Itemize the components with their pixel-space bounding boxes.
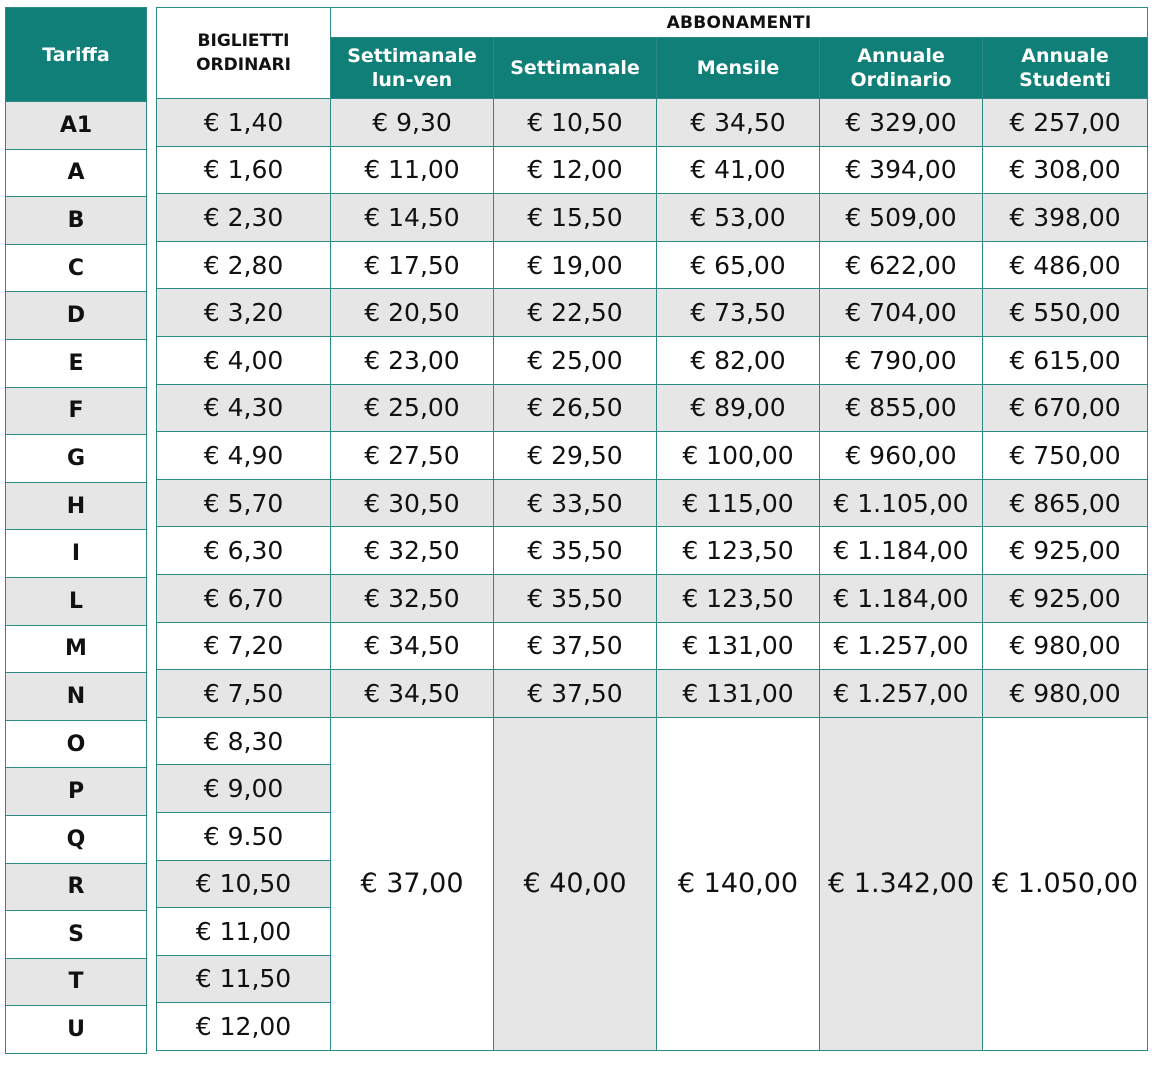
abbonamento-cell: € 53,00 [657,194,820,242]
abbonamento-merged-cell: € 1.050,00 [983,717,1148,1050]
abbonamento-cell: € 1.184,00 [820,527,983,575]
biglietto-ordinario-cell: € 4,90 [157,432,331,480]
biglietto-ordinario-cell: € 9,00 [157,765,331,813]
biglietto-ordinario-cell: € 1,60 [157,146,331,194]
abbonamento-header-0 [331,38,494,99]
tariff-code: C [6,244,147,292]
abbonamento-cell: € 15,50 [494,194,657,242]
abbonamento-header-line2: Studenti [1019,69,1111,91]
abbonamento-cell: € 25,00 [494,336,657,384]
abbonamento-cell: € 980,00 [983,670,1148,718]
table-row [157,479,1148,527]
table-row [157,289,1148,337]
tariff-row [6,435,147,483]
abbonamento-cell: € 27,50 [331,432,494,480]
tariff-header-row [6,8,147,102]
abbonamento-cell: € 980,00 [983,622,1148,670]
tariff-code: P [6,768,147,816]
abbonamento-header-line1: Settimanale [510,57,640,79]
tariff-row [6,292,147,340]
tariff-row [6,244,147,292]
tariff-code: A [6,149,147,197]
abbonamento-cell: € 82,00 [657,336,820,384]
tariff-code: D [6,292,147,340]
biglietto-ordinario-cell: € 6,70 [157,574,331,622]
tariff-code: O [6,720,147,768]
tariff-row [6,339,147,387]
abbonamento-cell: € 308,00 [983,146,1148,194]
abbonamento-cell: € 29,50 [494,432,657,480]
tariff-row [6,720,147,768]
table-row [157,384,1148,432]
abbonamento-cell: € 35,50 [494,574,657,622]
abbonamento-cell: € 73,50 [657,289,820,337]
biglietti-ordinari-header [157,8,331,99]
abbonamento-cell: € 10,50 [494,99,657,147]
table-row [157,432,1148,480]
abbonamento-cell: € 11,00 [331,146,494,194]
tariff-row [6,625,147,673]
table-row [157,99,1148,147]
abbonamento-merged-cell: € 37,00 [331,717,494,1050]
biglietto-ordinario-cell: € 11,50 [157,955,331,1003]
abbonamento-header-line1: Settimanale [347,45,477,67]
tariff-row [6,958,147,1006]
tariff-row [6,911,147,959]
biglietto-ordinario-cell: € 11,00 [157,908,331,956]
abbonamento-cell: € 615,00 [983,336,1148,384]
abbonamento-cell: € 750,00 [983,432,1148,480]
abbonamento-merged-cell: € 140,00 [657,717,820,1050]
biglietto-ordinario-cell: € 5,70 [157,479,331,527]
table-row [157,194,1148,242]
abbonamento-cell: € 131,00 [657,622,820,670]
abbonamento-cell: € 123,50 [657,527,820,575]
abbonamento-cell: € 33,50 [494,479,657,527]
abbonamento-cell: € 115,00 [657,479,820,527]
table-row [157,622,1148,670]
abbonamento-cell: € 25,00 [331,384,494,432]
abbonamento-cell: € 925,00 [983,527,1148,575]
abbonamento-cell: € 670,00 [983,384,1148,432]
tariff-row [6,863,147,911]
abbonamento-cell: € 1.257,00 [820,622,983,670]
abbonamento-cell: € 131,00 [657,670,820,718]
table-row [157,146,1148,194]
biglietto-ordinario-cell: € 4,00 [157,336,331,384]
abbonamento-cell: € 486,00 [983,241,1148,289]
abbonamento-header-line1: Annuale [857,45,945,67]
header-row-top [157,8,1148,38]
biglietto-ordinario-cell: € 1,40 [157,99,331,147]
abbonamento-cell: € 34,50 [331,622,494,670]
abbonamento-header-line2: lun-ven [371,69,453,91]
tariff-code: N [6,673,147,721]
abbonamento-cell: € 34,50 [657,99,820,147]
biglietto-ordinario-cell: € 6,30 [157,527,331,575]
abbonamento-header-3 [820,38,983,99]
abbonamento-cell: € 925,00 [983,574,1148,622]
tariff-code: L [6,577,147,625]
tariff-row [6,577,147,625]
tariff-row [6,387,147,435]
table-row [157,717,1148,765]
abbonamento-cell: € 790,00 [820,336,983,384]
abbonamento-cell: € 19,00 [494,241,657,289]
biglietto-ordinario-cell: € 2,80 [157,241,331,289]
tariff-row [6,815,147,863]
abbonamento-cell: € 14,50 [331,194,494,242]
tariff-code: H [6,482,147,530]
abbonamento-cell: € 37,50 [494,670,657,718]
tariff-row [6,1006,147,1054]
biglietti-header-line2: ORDINARI [196,55,291,75]
abbonamento-cell: € 65,00 [657,241,820,289]
biglietto-ordinario-cell: € 12,00 [157,1003,331,1051]
abbonamento-cell: € 1.105,00 [820,479,983,527]
tariff-code: E [6,339,147,387]
tariff-row [6,102,147,150]
abbonamento-cell: € 865,00 [983,479,1148,527]
biglietti-header-line1: BIGLIETTI [197,31,290,51]
biglietto-ordinario-cell: € 10,50 [157,860,331,908]
biglietto-ordinario-cell: € 4,30 [157,384,331,432]
abbonamento-cell: € 123,50 [657,574,820,622]
abbonamento-cell: € 100,00 [657,432,820,480]
abbonamento-cell: € 34,50 [331,670,494,718]
abbonamento-cell: € 1.257,00 [820,670,983,718]
tariff-code: T [6,958,147,1006]
tariff-code: M [6,625,147,673]
abbonamento-cell: € 509,00 [820,194,983,242]
abbonamento-cell: € 12,00 [494,146,657,194]
abbonamento-merged-cell: € 40,00 [494,717,657,1050]
abbonamento-cell: € 23,00 [331,336,494,384]
table-row [157,670,1148,718]
abbonamento-header-4 [983,38,1148,99]
tariff-code: A1 [6,102,147,150]
abbonamento-cell: € 329,00 [820,99,983,147]
table-row [157,527,1148,575]
biglietto-ordinario-cell: € 7,50 [157,670,331,718]
abbonamento-cell: € 35,50 [494,527,657,575]
tariff-row [6,197,147,245]
abbonamento-cell: € 394,00 [820,146,983,194]
abbonamento-cell: € 960,00 [820,432,983,480]
abbonamento-cell: € 89,00 [657,384,820,432]
abbonamento-header-line2: Ordinario [850,69,952,91]
abbonamento-cell: € 704,00 [820,289,983,337]
tariff-row [6,673,147,721]
abbonamento-cell: € 22,50 [494,289,657,337]
table-row [157,241,1148,289]
tariff-code: I [6,530,147,578]
tariff-code: G [6,435,147,483]
abbonamento-header-line1: Annuale [1021,45,1109,67]
biglietto-ordinario-cell: € 7,20 [157,622,331,670]
tariff-row [6,530,147,578]
tariff-row [6,482,147,530]
tariff-column [5,7,147,1054]
tariff-row [6,149,147,197]
abbonamenti-header: ABBONAMENTI [331,8,1148,38]
tariff-code: R [6,863,147,911]
tariff-code: U [6,1006,147,1054]
abbonamento-cell: € 32,50 [331,574,494,622]
abbonamento-cell: € 20,50 [331,289,494,337]
table-row [157,574,1148,622]
abbonamento-cell: € 622,00 [820,241,983,289]
abbonamento-cell: € 32,50 [331,527,494,575]
abbonamento-cell: € 9,30 [331,99,494,147]
abbonamento-cell: € 17,50 [331,241,494,289]
abbonamento-header-line1: Mensile [696,57,780,79]
abbonamento-header-2 [657,38,820,99]
fares-table [156,7,1148,1051]
abbonamento-merged-cell: € 1.342,00 [820,717,983,1050]
biglietto-ordinario-cell: € 9.50 [157,812,331,860]
abbonamento-cell: € 37,50 [494,622,657,670]
biglietto-ordinario-cell: € 2,30 [157,194,331,242]
tariff-code: F [6,387,147,435]
tariff-code: S [6,911,147,959]
abbonamento-cell: € 30,50 [331,479,494,527]
abbonamento-header-1 [494,38,657,99]
biglietto-ordinario-cell: € 3,20 [157,289,331,337]
tariff-row [6,768,147,816]
abbonamento-cell: € 550,00 [983,289,1148,337]
abbonamento-cell: € 855,00 [820,384,983,432]
tariffa-header: Tariffa [6,8,147,102]
tariff-code: Q [6,815,147,863]
abbonamento-cell: € 398,00 [983,194,1148,242]
abbonamento-cell: € 1.184,00 [820,574,983,622]
abbonamento-cell: € 26,50 [494,384,657,432]
tariff-code: B [6,197,147,245]
abbonamento-cell: € 257,00 [983,99,1148,147]
table-row [157,336,1148,384]
abbonamento-cell: € 41,00 [657,146,820,194]
biglietto-ordinario-cell: € 8,30 [157,717,331,765]
